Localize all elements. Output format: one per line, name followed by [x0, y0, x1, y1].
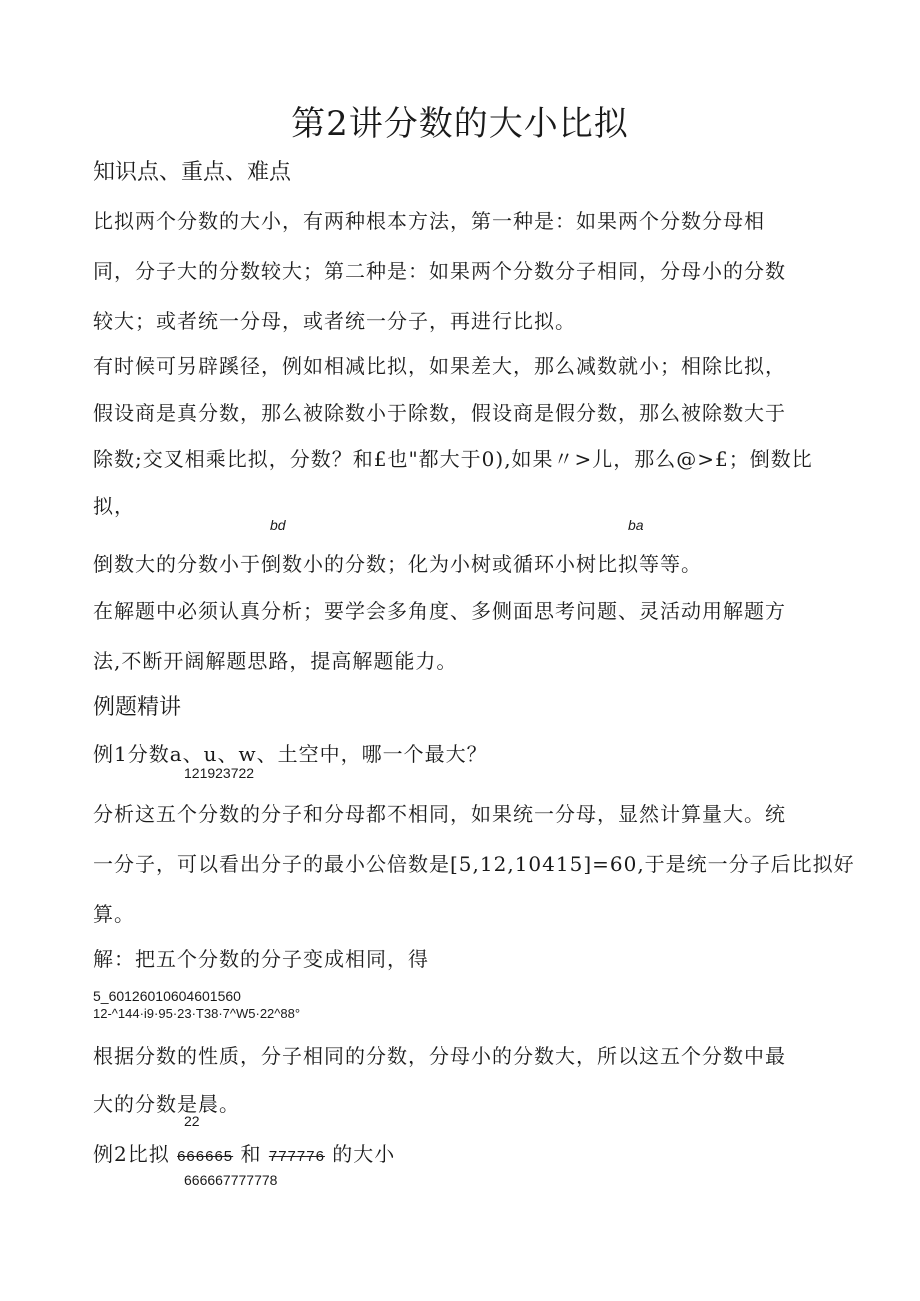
- analysis-line: 算。: [93, 902, 135, 926]
- example2-middle: 和: [240, 1142, 262, 1166]
- conclusion-line: 大的分数是晨。: [93, 1092, 240, 1116]
- conclusion-footnote: 22: [184, 1113, 200, 1129]
- fraction-denominator: bd: [270, 517, 286, 533]
- formula-denominators: 12-^144·i9·95·23·T38·7^W5·22^88°: [93, 1006, 301, 1021]
- solution-line: 解：把五个分数的分子变成相同，得: [93, 947, 429, 971]
- example2-fraction1: 666665: [177, 1148, 234, 1165]
- example1-subscript: 121923722: [184, 765, 255, 781]
- paragraph-line: 有时候可另辟蹊径，例如相减比拟，如果差大，那么减数就小；相除比拟，: [93, 354, 786, 378]
- paragraph-line: 法,不断开阔解题思路，提高解题能力。: [93, 649, 458, 673]
- analysis-line: 分析这五个分数的分子和分母都不相同，如果统一分母，显然计算量大。统: [93, 802, 786, 826]
- section-heading-knowledge: 知识点、重点、难点: [93, 160, 292, 185]
- paragraph-line: 在解题中必须认真分析；要学会多角度、多侧面思考问题、灵活动用解题方: [93, 599, 786, 623]
- paragraph-line: 倒数大的分数小于倒数小的分数；化为小树或循环小树比拟等等。: [93, 552, 702, 576]
- fraction-denominator: ba: [628, 517, 644, 533]
- paragraph-line: 比拟两个分数的大小，有两种根本方法，第一种是：如果两个分数分母相: [93, 209, 765, 233]
- analysis-line: 一分子，可以看出分子的最小公倍数是[5,12,10415]=60,于是统一分子后比拟好: [93, 852, 855, 876]
- example2-subscript: 666667777778: [184, 1172, 278, 1188]
- example2-fraction2: 777776: [268, 1148, 325, 1165]
- section-heading-examples: 例题精讲: [93, 695, 182, 720]
- formula-numerators: 5_60126010604601560: [93, 988, 241, 1004]
- paragraph-line: 同，分子大的分数较大；第二种是：如果两个分数分子相同，分母小的分数: [93, 259, 786, 283]
- example2-statement: [93, 1138, 395, 1167]
- page-title: 第2讲分数的大小比拟: [291, 104, 629, 144]
- paragraph-line: 较大；或者统一分母，或者统一分子，再进行比拟。: [93, 309, 576, 333]
- example1-statement: 例1分数a、u、w、土空中，哪一个最大？: [93, 742, 488, 766]
- paragraph-line: 除数;交叉相乘比拟，分数？和£也"都大于0),如果〃>儿，那么@>£；倒数比: [93, 447, 813, 471]
- paragraph-line: 假设商是真分数，那么被除数小于除数，假设商是假分数，那么被除数大于: [93, 401, 786, 425]
- example2-prefix: 例2比拟: [93, 1142, 170, 1166]
- paragraph-line: 拟，: [93, 494, 135, 518]
- example2-suffix: 的大小: [332, 1142, 396, 1166]
- conclusion-line: 根据分数的性质，分子相同的分数，分母小的分数大，所以这五个分数中最: [93, 1044, 786, 1068]
